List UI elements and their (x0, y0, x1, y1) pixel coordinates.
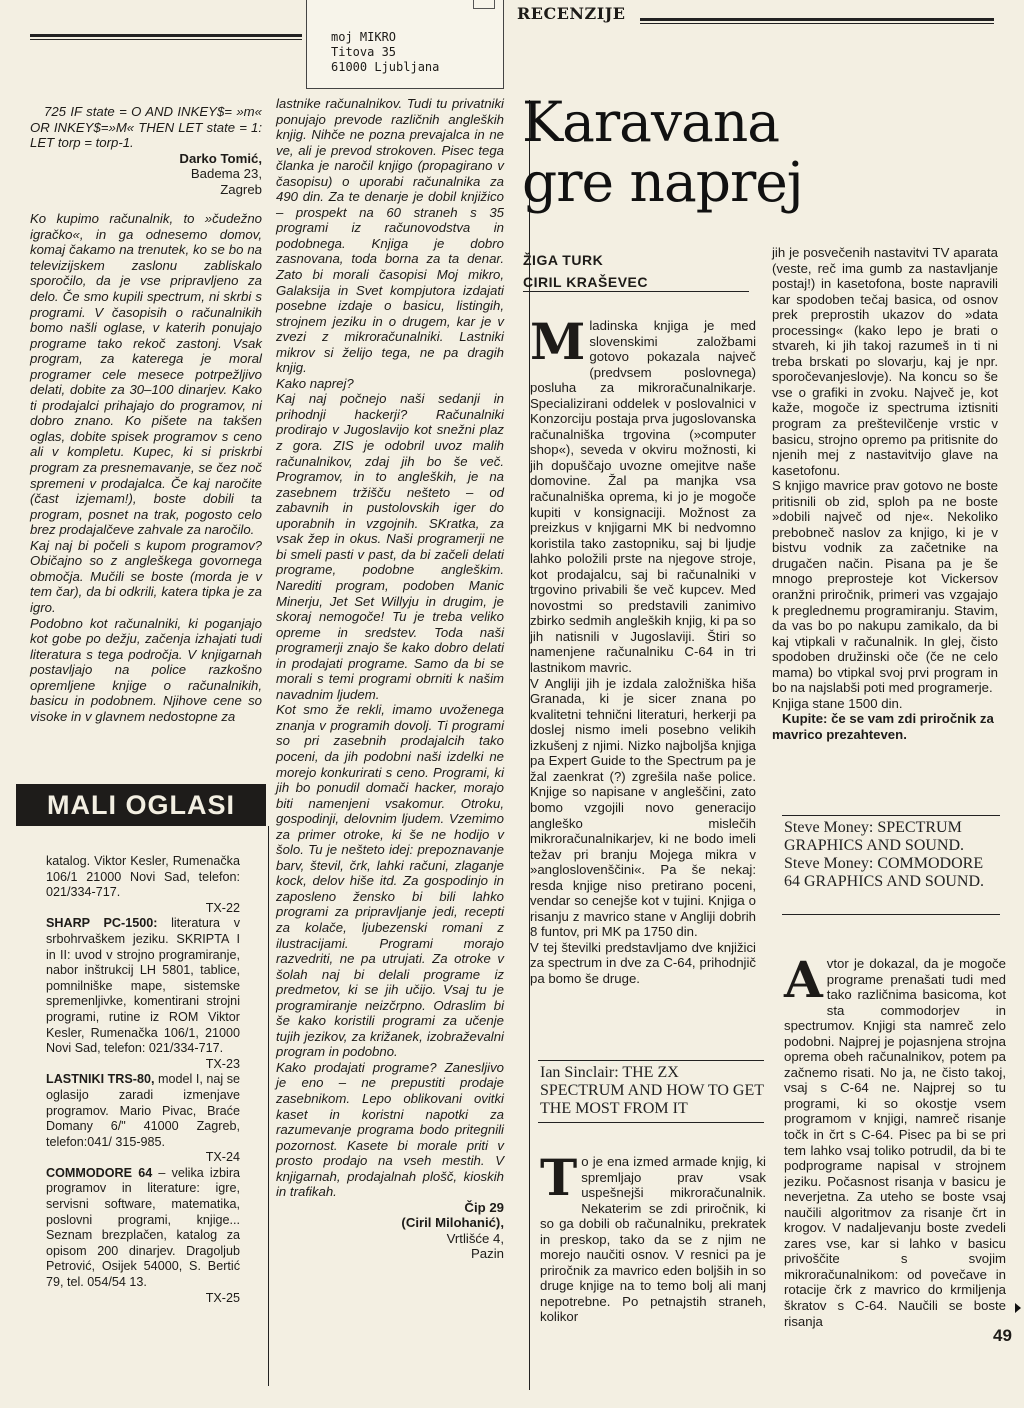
page-number: 49 (993, 1326, 1012, 1345)
section-tag: RECENZIJE (517, 4, 629, 23)
column-divider (268, 826, 269, 1386)
drop-cap: T (540, 1148, 578, 1207)
stamp-line-3: 61000 Ljubljana (331, 60, 440, 74)
col4-paragraph: Knjiga stane 1500 din. (772, 695, 903, 711)
ad-heading: COMMODORE 64 (46, 1165, 153, 1180)
classifieds-column (46, 854, 240, 1306)
column-3-bottom (540, 1148, 766, 1325)
column-4-bottom (784, 950, 1006, 1329)
col3-paragraph: ladinska knjiga je med slovenskimi založbami gotovo pokazala največ (predvsem poslovnega) posluha za mikroračunalnikarje. Specializirani oddelek v poslovalnici v Konzorciju postaja prva jugoslovanska računalniška trgovina (»computer shop«), seveda v okviru možnosti, ki jih dopuščajo uvozne omejitve naše domovine. Žal pa manjka vsa računalniška oprema, ki jo je mogoče kupiti v konsignaciji. Možnost za preizkus v knjigarni MK bi nedvomno koristila tako zastopniku, saj bi ljudje lahko položili prste na njegove stroje, kot prodajalcu, saj bi računalniki v trgovino privabili še več kupcev. Med novostmi so predstavili zanimivo zbirko sedmih angleških knjig, ki pa so jih natisnili v Jugoslaviji. Štiri so namenjene računalniku C-64 in tri lastnikom mavric. (530, 318, 756, 676)
book-rule (538, 1060, 764, 1061)
ad-code: TX-23 (205, 1056, 240, 1071)
top-rule-right-thin (640, 23, 994, 24)
ad-text: model I, naj se oglasijo zaradi izmenjave programov. Mario Pivac, Braće Domany 6/" 41000 Zagreb, telefon:041/ 315-985. (46, 1072, 240, 1149)
author-1: ŽIGA TURK (523, 252, 604, 268)
column-1 (30, 104, 262, 724)
col1-paragraph: Ko kupimo računalnik, to »čudežno igračko«, in ga odnesemo domov, komaj čakamo na trenutek, ko se bo na televizijskem zaslonu zabliskalo sporočilo, da je vse pripravljeno za delo. Če smo kupili spectrum, ni skrbi s programi. V časopisih o računalnikih bomo našli oglase, v katerih ponujajo programe tako rekoč zastonj. Vsak program, za katerega je moral programer cele mesece potrpežljivo delati, dobite za 30–100 dinarjev. Kako ti prodajalci prihajajo do programov, ni dobro znano. Ko pišete na takšen oglas, dobite spisek programov s ceno ali v kompletu. Kupec, ki si priskrbi program za presnemavanje, se čez noč spremeni v prodajalca. Če kaj naročite (čast izjemam!), boste dobili ta program, posnet na trak, pogosto celo brez prodajalčeve zahvale za naročilo. (30, 211, 262, 538)
classifieds-heading: MALI OGLASI (16, 784, 266, 826)
col1-paragraph: Kaj naj bi počeli s kupom programov? Običajno so z angleškega govornega območja. Mučili se boste (morda je v tem čar), da bi odkrili, katera tipka je za igro. (30, 537, 262, 615)
col2-paragraph: lastnike računalnikov. Tudi tu privatniki ponujajo prevode različnih angleških knjig. Nihče ne pozna prevajalca in ne ve, ali je prevod strokoven. Pisec tega članka je naročil knjigo (propagirano v časopisu) o uporabi računalnika za 490 din. Za te denarje je dobil knjižico – prospekt na 60 straneh s 35 programi iz računovodstva in podobnega. Knjiga je dobro zasnovana, toda borna za ta denar. Zato bi morali časopisi Moj mikro, Galaksija in Svet kompjutora izdajati posebne izdaje o basicu, listingih, strojnem jeziku in o drugem, kar je v zvezi z mikroračunalniki. Lastniki mikrov si želijo tega, ne pa dragih knjig. (276, 96, 504, 376)
col4-paragraph: vtor je dokazal, da je mogoče programe prenašati tudi med tako različnima basicoma, kot sta commodorjev in spectrumov. Knjigi sta namreč zelo podobni. Najprej je pojasnjena strojna oprema obeh računalnikov, potem pa začnemo risati. No ja, ne čisto takoj, vsaj s C-64 ne. Najprej so tu programi, ki so okostje vsem programom v knjigi, namreč risanje točk in črt s C-64. Pisec pa bi se pri tem lahko vsaj toliko potrudil, da bi te podprograme napisal v strojnem jeziku. Počasnost risanja v basicu je neverjetna. Za uteho se boste vsaj naučili algoritmov za risanje črt in krogov. V nadaljevanju boste zvedeli zares vse, kar si lahko v basicu privoščite s svojim mikroračunalnikom: od povečave in rotacije črk z mavrico do krmiljenja škratov s C-64. Naučili se boste risanja (784, 956, 1006, 1329)
col2-paragraph: Kako prodajati programe? Zanesljivo je eno – ne prepustiti prodaje zasebnikom. Lepo oblikovani ovitki kaset in koristni napotki za razumevanje programa bodo pritegnili pozornost. Kasete bi morale priti v prosto prodajo na vseh mestih. V knjigarnah, prodajalnah plošč, kioskih in trafikah. (276, 1059, 504, 1200)
author-2: CIRIL KRAŠEVEC (523, 274, 648, 290)
stamp-line-1: moj MIKRO (331, 30, 397, 44)
column-3 (530, 312, 756, 987)
col3-paragraph: o je ena izmed armade knjig, ki spremljajo prav vsak uspešnejši mikroračunalnik. Nekaterim se zdi priročnik, ki so ga dobili ob računalniku, prekratek in preskop, tako da se z njim ne morejo naučiti osnov. V resnici pa je priročnik za mavrico eden boljših in so druge knjige na to temo bolj ali manj nepotrebne. Po petnajstih straneh, kolikor (540, 1154, 766, 1325)
book-rule (782, 914, 1000, 915)
code-line: 725 IF state = O AND INKEY$= »m« OR INKEY$=»M« THEN LET state = 1: LET torp = torp-1. (30, 104, 262, 151)
book-rule (538, 1122, 764, 1123)
top-rule-right (640, 18, 994, 21)
ad-text: literatura v srbohrvaškem jeziku. SKRIPTA I in II: uvod v strojno programiranje, nabor inštrukcij LH 5801, tablice, pomnilniške mape, sistemske spremenljivke, komentirani strojni programi, rutine iz ROM Viktor Kesler, Rumenačka 106/1, 21000 Novi Sad, telefon: 021/334-717. (46, 916, 241, 1056)
ad-code: TX-25 (205, 1290, 240, 1305)
book-title-1: Ian Sinclair: THE ZX SPECTRUM AND HOW TO GET THE MOST FROM IT (540, 1064, 764, 1117)
book-title-2: Steve Money: SPECTRUM GRAPHICS AND SOUND. Steve Money: COMMODORE 64 GRAPHICS AND SOUND. (784, 819, 985, 890)
stamp-line-2: Titova 35 (331, 45, 397, 59)
ad-code: TX-22 (205, 900, 240, 915)
signature-name: Darko Tomić, (179, 150, 262, 166)
col2-signature: (Ciril Milohanić), (401, 1215, 504, 1231)
col2-paragraph: Kot smo že rekli, imamo uvoženega znanja v programih dovolj. Ti programi so pri zasebnih prodajalcih tako poceni, da jih podobni naši izdelki ne morejo konkurirati s ceno. Programi, ki jih bo ponudil domači hacker, morajo biti namenjeni vsakomur. Otroku, gospodinji, delovnim ljudem. Vzemimo za primer otroke, ki še ne hodijo v šolo. Tu je nešteto idej: prepoznavanje barv, števil, črk, lahki računi, zlaganje kock, delov hiše itd. Za gospodinjo in zaposleno žensko bi bili lahko programi za pripravljanje jedi, recepti za kolače, ljubezenski romani z ilustracijami. Programi morajo razvedriti, ne pa utrujati. Za otroke v šolah naj bi delali programe iz predmetov, ki se jih učijo. Vsaj tu je programiranje neizčrpno. Odraslim bi še kako koristili programi za učenje tujih jezikov, za križanek, izobraževalni program in podobno. (276, 702, 504, 1060)
col2-signature: Čip 29 (464, 1199, 504, 1215)
ad-heading: SHARP PC-1500: (46, 916, 158, 931)
col2-paragraph: Kaj naj počnejo naši sedanji in prihodnji hackerji? Računalniki prodirajo v Jugoslavijo kot snežni plaz z gora. ZIS je odobril uvoz malih računalnikov, zdaj jih bo še več. Programov, in to angleških, je na zasebnem tržišču nešteto – od zabavnih in pustolovskih iger do uporabnih in vzgojnih. SKratka, za vsak žep in okus. Naši programerji ne bi smeli pasti v past, da bi začeli delati programe, podobne angleškim. Narediti program, podoben Manic Minerju, Jet Set Willyju in drugim, je skoraj nemogoče! Tu je treba veliko opreme in sredstev. Toda naši programerji znajo še kako dobro delati in prodajati programe. Samo da bi se morali s temi programi obrniti k našim navadnim ljudem. (276, 391, 504, 702)
col4-recommendation: Kupite: če se vam zdi priročnik za mavrico prezahteven. (772, 711, 994, 742)
col2-subheading: Kako naprej? (276, 375, 354, 391)
column-4 (772, 245, 998, 743)
headline-line-1: Karavana (522, 90, 780, 154)
ad-heading: LASTNIKI TRS-80, (46, 1072, 155, 1087)
col4-paragraph: jih je posvečenih nastavitvi TV aparata (veste, reč ima gumb za nastavljanje postaj!) in kasetofona, boste napravili kar spodoben tečaj basica, od osnov prek preprostih ukazov do »data processing« (kako lepo je brati o stvareh, ki jih takoj razumeš in ti ni treba brskati po slovarju, kaj je npr. sporočevanjeslovje). Na koncu so še vse o grafiki in zvoku. Največ je, kot kaže, mogoče iz spectruma iztisniti program za preštevilčenje vrstic v basicu, strojno opremo pa pritisnite do njenih mej z nastavitvijo glave na kasetofonu. (772, 245, 998, 478)
col3-paragraph: V tej številki predstavljamo dve knjižici za spectrum in dve za C-64, prihodnjič pa bomo še druge. (530, 939, 756, 986)
top-rule-left-thin (30, 39, 302, 40)
continue-arrow-icon (1015, 1303, 1021, 1313)
column-2 (276, 96, 504, 1262)
ad-code: TX-24 (205, 1150, 240, 1165)
col1-paragraph: Podobno kot računalniki, ki poganjajo kot gobe po dežju, začenja izhajati tudi literatura s tega področja. V knjigarnah postavljajo na police razkošno opremljene knjige o računalnikih, basicu in podobnem. Njihove cene so visoke in v glavnem nedostopne za (30, 615, 262, 724)
byline-rule (523, 291, 749, 292)
drop-cap: A (784, 950, 823, 1009)
col4-paragraph: S knjigo mavrice prav gotovo ne boste pritisnili ob zid, sploh pa ne boste »dobili največ od nje«. Nekoliko prebobneč naslov za knjigo, ki je v bistvu vodnik za začetnike na drugačen način. Pisana pa je še mnogo preprosteje kot Vickersov oranžni priročnik, primeri vas vzgajajo k preglednemu programiranju. Stavim, da vas bo po nakupu zamikalo, da bi kaj vtipkali v računalnik. In glej, čisto spodoben družinski oče (če ne celo mama) bo vtipkal svoj prvi program in bo na najslabši poti med programerje. (772, 478, 998, 696)
book-rule (782, 815, 1000, 816)
address-stamp (306, 0, 504, 89)
col3-paragraph: V Angliji jih je izdala založniška hiša Granada, ki je sicer znana po kvalitetni tehnični literaturi, herkerji pa doslej nismo imeli posebno velikih izkušenj z njimi. Nizko najboljša knjiga pa Expert Guide to the Spectrum pa je žal zaenkrat (?) zgrešila naše police. Knjige so napisane v angleščini, zato bomo vzgojili novo generacijo angleško mislečih mikroračunalnikarjev, ki ne bodo imeli težav pri branju Mojega mikra v »angloslovenščini«. Pa še nekaj: resda knjige niso pretirano poceni, vendar so cenejše kot v tujini. Knjiga o risanju z mavrico stane v Angliji dobrih 8 funtov, pri MK pa 1750 din. (530, 675, 756, 940)
drop-cap: M (530, 312, 586, 371)
ad-text: – velika izbira programov in literature: igre, servisni software, matematika, poslovni programi, knjige... Seznam brezplačen, katalog za opisom 200 dinarjev. Dragoljub Petrović, Osijek 54000, S. Bertić 79, tel. 054/54 13. (46, 1165, 241, 1290)
stamp-corner (473, 0, 495, 9)
col2-signature: Vrtlišće 4, (446, 1230, 504, 1246)
top-rule-left (30, 34, 302, 37)
signature-street: Badema 23, (190, 166, 262, 182)
headline-line-2: gre naprej (522, 150, 803, 214)
signature-city: Zagreb (220, 181, 262, 197)
ad-text: katalog. Viktor Kesler, Rumenačka 106/1 21000 Novi Sad, telefon: 021/334-717. (46, 854, 240, 900)
col2-signature: Pazin (471, 1246, 504, 1262)
